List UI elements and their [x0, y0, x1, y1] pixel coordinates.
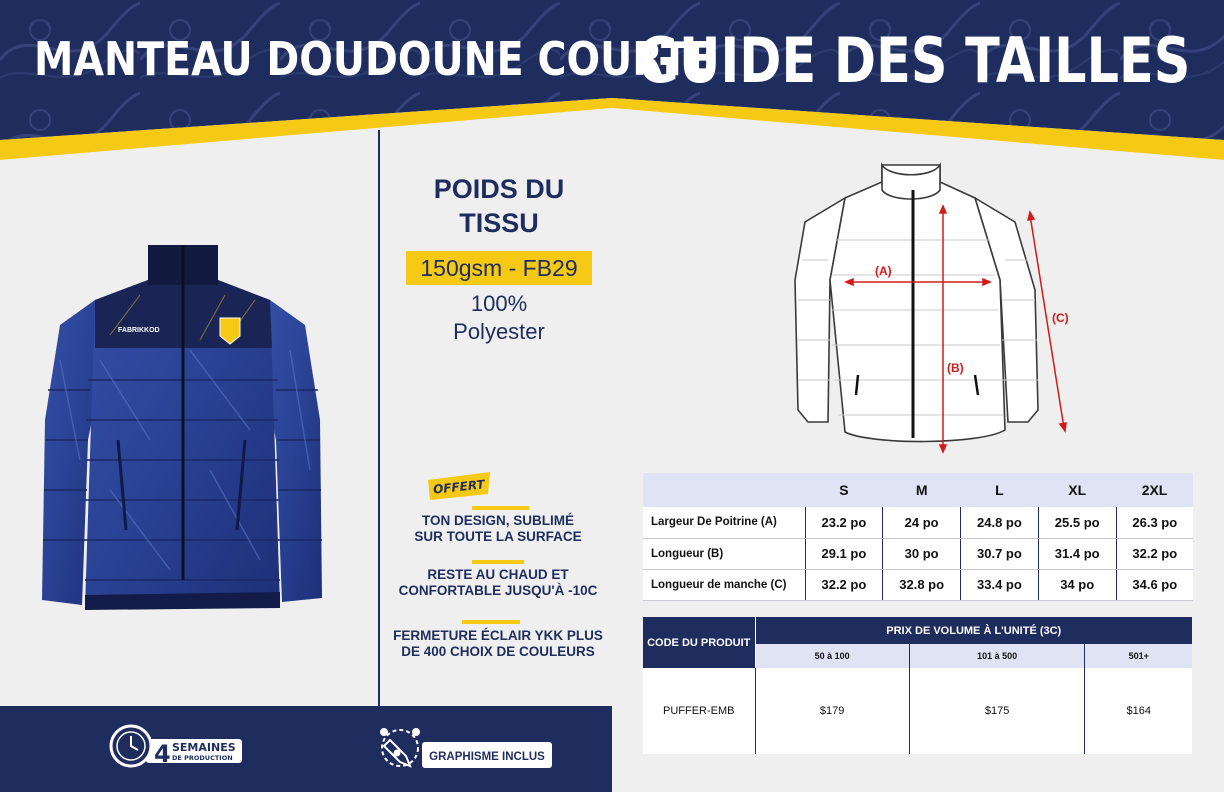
weeks-label: SEMAINES: [172, 741, 236, 754]
size-header-l: L: [961, 473, 1039, 507]
feature-zipper-line2: DE 400 CHOIX DE COULEURS: [401, 644, 595, 659]
feature-underline-2: [472, 560, 524, 564]
pen-tool-icon: [381, 729, 419, 766]
table-row: [643, 538, 1193, 569]
table-cell: 34 po: [1038, 569, 1116, 600]
tier-header: 50 à 100: [755, 644, 909, 668]
feature-warmth: [384, 567, 612, 599]
composition-material: Polyester: [453, 319, 545, 344]
product-code-header: CODE DU PRODUIT: [643, 617, 755, 668]
jacket-photo: [40, 240, 325, 610]
table-cell: 31.4 po: [1038, 538, 1116, 569]
feature-zipper-line1: FERMETURE ÉCLAIR YKK PLUS: [393, 628, 603, 643]
product-code: PUFFER-EMB: [643, 668, 755, 754]
offert-badge: [424, 470, 494, 502]
row-label: Longueur (B): [643, 538, 805, 569]
jacket-brand-label: FABRIKKOD: [118, 327, 160, 334]
feature-design-line1: TON DESIGN, SUBLIMÉ: [421, 513, 574, 528]
table-cell: 32.2 po: [1116, 538, 1193, 569]
guide-title: GUIDE DES TAILLES: [637, 24, 1190, 97]
table-cell: 29.1 po: [805, 538, 883, 569]
table-cell: 26.3 po: [1116, 507, 1193, 538]
volume-price-table: [643, 617, 1192, 754]
label-b: (B): [947, 361, 964, 375]
size-header-row: [643, 473, 1193, 507]
fabric-composition: [400, 290, 598, 346]
table-row: [643, 569, 1193, 600]
tier-header: 101 à 500: [909, 644, 1085, 668]
feature-underline-1: [472, 506, 529, 510]
row-label: Largeur De Poitrine (A): [643, 507, 805, 538]
bottom-banner: [0, 706, 612, 792]
row-label: Longueur de manche (C): [643, 569, 805, 600]
table-cell: 24 po: [883, 507, 961, 538]
volume-price-header: PRIX DE VOLUME À L'UNITÉ (3C): [755, 617, 1192, 644]
feature-zipper: [384, 628, 612, 660]
feature-warmth-line2: CONFORTABLE JUSQU'À -10C: [398, 583, 598, 598]
table-cell: 23.2 po: [805, 507, 883, 538]
fabric-title-line2: TISSU: [459, 208, 539, 238]
header-banner: [0, 0, 1224, 175]
table-cell: 32.8 po: [883, 569, 961, 600]
price-cell: $164: [1085, 668, 1192, 754]
fabric-title-line1: POIDS DU: [433, 174, 565, 204]
table-row: [643, 507, 1193, 538]
price-cell: $179: [755, 668, 909, 754]
table-cell: 34.6 po: [1116, 569, 1193, 600]
feature-design: [384, 513, 612, 545]
table-cell: 32.2 po: [805, 569, 883, 600]
table-cell: 24.8 po: [961, 507, 1039, 538]
size-header-2xl: 2XL: [1116, 473, 1193, 507]
size-header-s: S: [805, 473, 883, 507]
fabric-weight-title: [390, 172, 608, 240]
measurement-diagram: [780, 160, 1100, 460]
composition-percent: 100%: [470, 291, 528, 316]
label-a: (A): [875, 264, 892, 278]
fabric-code-badge: 150gsm - FB29: [406, 251, 592, 285]
feature-warmth-line1: RESTE AU CHAUD ET: [427, 567, 569, 582]
offert-label: OFFERT: [432, 477, 486, 497]
design-label: GRAPHISME INCLUS: [429, 751, 545, 763]
table-cell: 30 po: [883, 538, 961, 569]
feature-design-line2: SUR TOUTE LA SURFACE: [414, 529, 582, 544]
weeks-sub: DE PRODUCTION: [172, 754, 233, 762]
production-time-badge: [106, 720, 246, 772]
size-header-xl: XL: [1038, 473, 1116, 507]
product-title: MANTEAU DOUDOUNE COURTE: [34, 32, 715, 86]
jacket-outline: [795, 165, 1038, 442]
price-row: [643, 668, 1192, 754]
vertical-divider: [378, 130, 380, 707]
size-header-empty: [643, 473, 805, 507]
size-chart-table: [643, 473, 1193, 601]
table-cell: 25.5 po: [1038, 507, 1116, 538]
design-included-badge: [372, 720, 554, 776]
size-header-m: M: [883, 473, 961, 507]
feature-underline-3: [462, 620, 520, 624]
price-cell: $175: [909, 668, 1085, 754]
label-c: (C): [1052, 311, 1069, 325]
weeks-number: 4: [154, 740, 171, 768]
table-cell: 30.7 po: [961, 538, 1039, 569]
tier-header: 501+: [1085, 644, 1192, 668]
table-cell: 33.4 po: [961, 569, 1039, 600]
